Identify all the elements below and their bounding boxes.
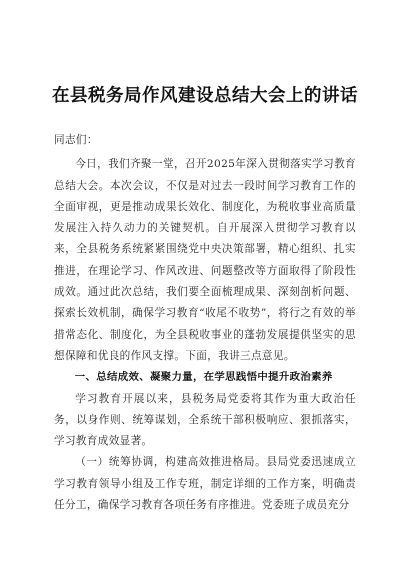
document-body xyxy=(54,130,356,516)
document-title: 在县税务局作风建设总结大会上的讲话 xyxy=(52,86,358,106)
opening-paragraph: 今日，我们齐聚一堂，召开2025年深入贯彻落实学习教育总结大会。本次会议，不仅是对过去一段时间学习教育工作的全面审视，更是推动成果长效化、制度化，为税收事业高质量发展注入持久动力的关键契机。自开展深入贯彻学习教育以来，全县税务系统紧紧围绕党中央决策部署，精心组织、扎实推进，在理论学习、作风改进、问题整改等方面取得了阶段性成效。通过此次总结，我们要全面梳理成果、深刻剖析问题、探索长效机制，确保学习教育“收尾不收势”，将行之有效的举措常态化、制度化，为全县税收事业的蓬勃发展提供坚实的思想保障和优良的作风支撑。下面，我讲三点意见。 xyxy=(54,158,356,362)
salutation: 同志们： xyxy=(54,134,98,146)
section-heading: 一、总结成效、凝聚力量，在学思践悟中提升政治素养 xyxy=(74,371,333,384)
section-paragraph: 学习教育开展以来，县税务局党委将其作为重大政治任务，以身作则、统筹谋划，全系统干部积极响应、狠抓落实，学习教育成效显著。 xyxy=(54,392,356,448)
subsection-paragraph: （一）统筹协调，构建高效推进格局。县局党委迅速成立学习教育领导小组及工作专班，制定详细的工作方案，明确责任分工，确保学习教育各项任务有序推进。党委班子成员充分 xyxy=(54,456,356,512)
